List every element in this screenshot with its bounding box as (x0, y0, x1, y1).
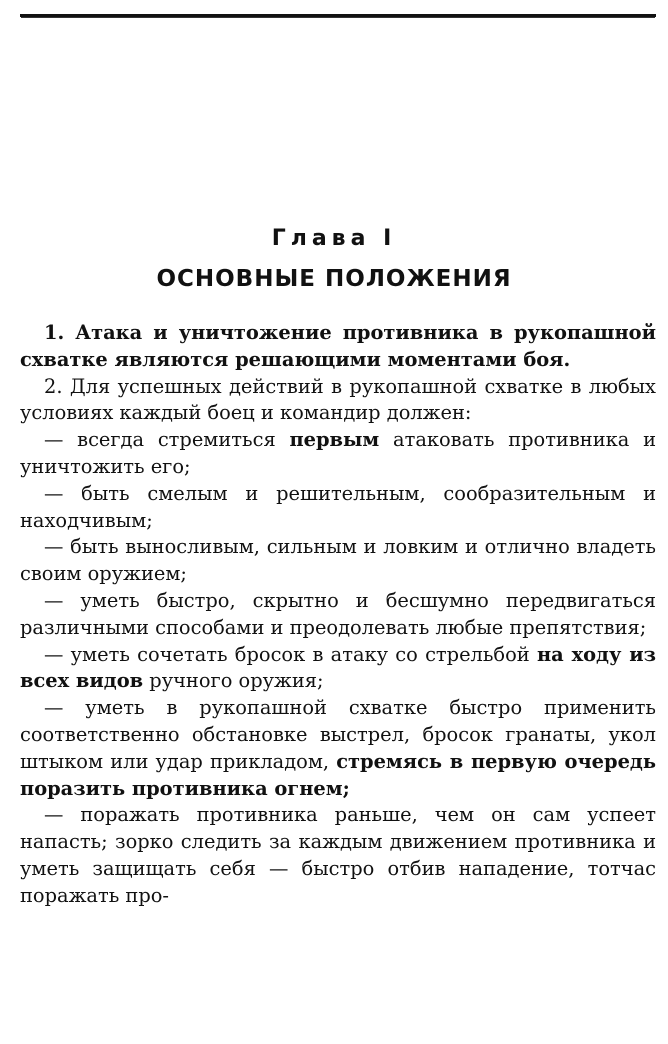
paragraph-3 (20, 427, 656, 481)
paragraph-6: — уметь быстро, скрытно и бесшумно передвигаться различными способами и преодолевать любые препятствия; (20, 588, 656, 639)
paragraph-5: — быть выносливым, сильным и ловким и отлично владеть своим оружием; (20, 535, 656, 586)
paragraph-8-text-a: — уметь в рукопашной схватке быстро применить соответственно обстановке выстрел, бросок гранаты, укол штыком или удар прикладом, (20, 696, 656, 773)
paragraph-3-bold: первым (289, 428, 380, 452)
paragraph-3-text-a: — всегда стремиться (44, 428, 290, 452)
paragraph-7-text-a: — уметь сочетать бросок в атаку со стрельбой (44, 642, 537, 666)
body-text (20, 320, 656, 910)
paragraph-2: 2. Для успешных действий в рукопашной схватке в любых условиях каждый боец и командир должен: (20, 374, 656, 425)
chapter-label: Глава I (271, 226, 397, 251)
paragraph-7 (20, 642, 656, 696)
paragraph-8-bold: стремясь в первую очередь поразить противника огнем; (20, 749, 656, 800)
paragraph-9: — поражать противника раньше, чем он сам успеет напасть; зорко следить за каждым движением противника и уметь защищать себя — быстро отбив нападение, тотчас поражать про- (20, 803, 656, 907)
paragraph-3-text-b: атаковать противника и уничтожить его; (20, 428, 656, 478)
paragraph-8 (20, 695, 656, 802)
chapter-title: ОСНОВНЫЕ ПОЛОЖЕНИЯ (156, 266, 512, 292)
paragraph-7-text-b: ручного оружия; (143, 669, 324, 693)
paragraph-7-bold: на ходу из всех видов (20, 642, 656, 693)
paragraph-1: 1. Атака и уничтожение противника в рукопашной схватке являются решающими моментами боя. (20, 321, 656, 371)
paragraph-4: — быть смелым и решительным, сообразительным и находчивым; (20, 481, 656, 532)
top-rule (20, 14, 656, 17)
